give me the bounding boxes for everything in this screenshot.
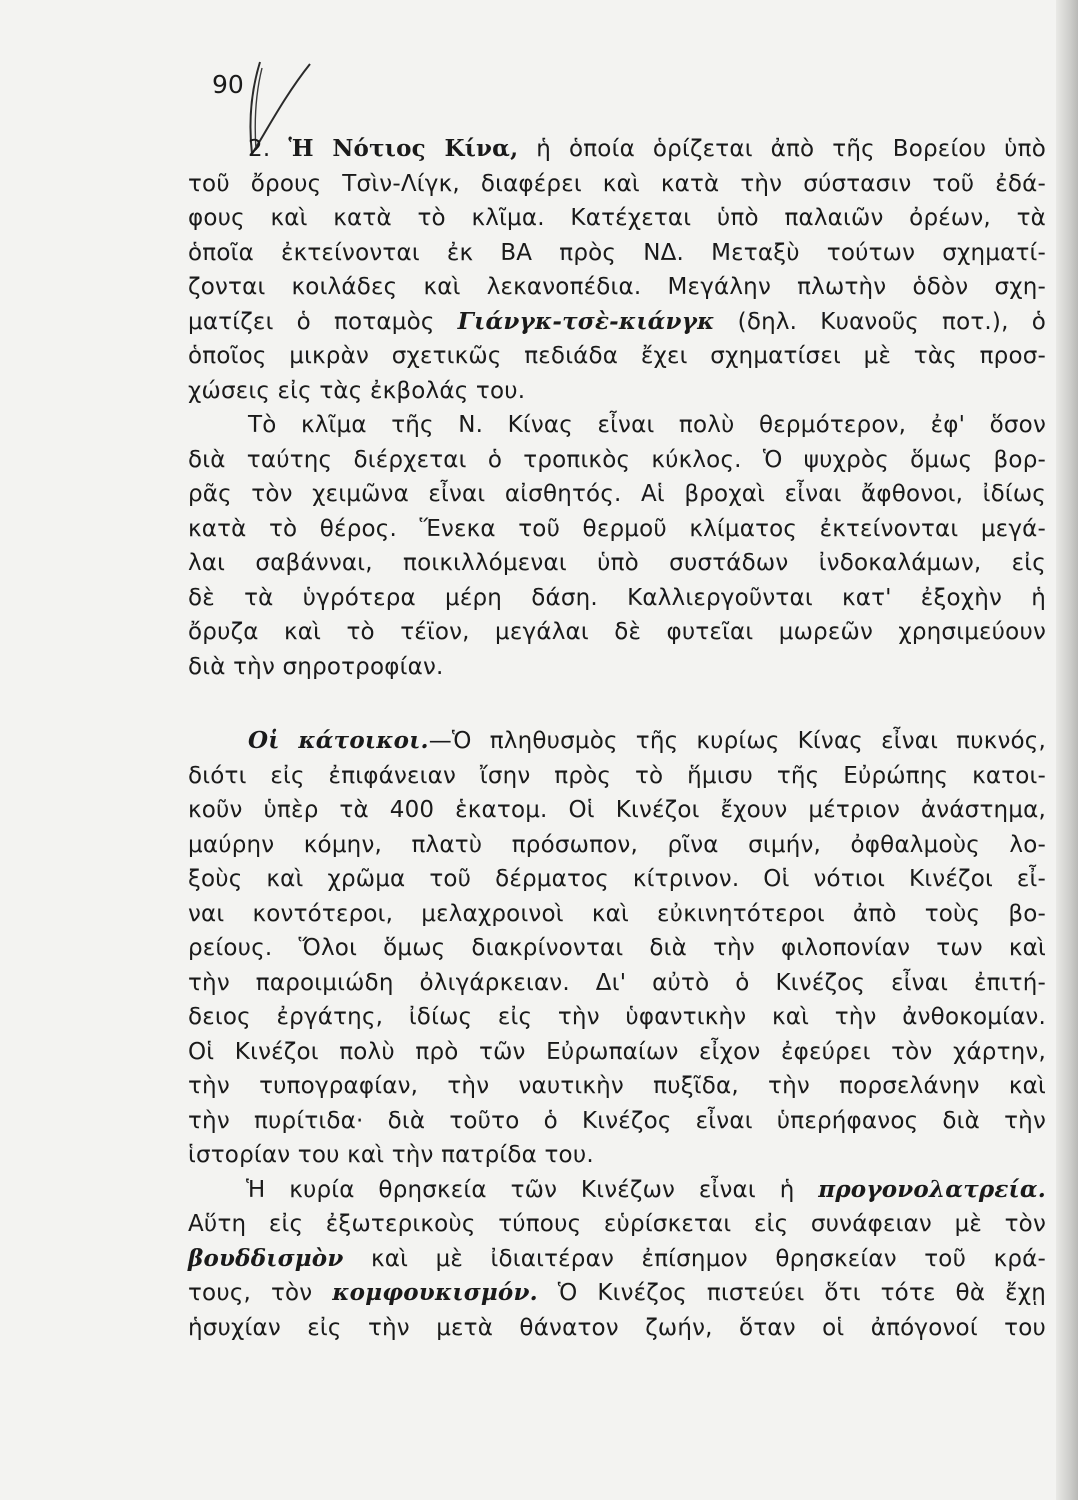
text-line xyxy=(188,897,1046,932)
text-line xyxy=(188,724,1046,759)
text-run: κατὰ τὸ θέρος. Ἕνεκα τοῦ θερμοῦ κλίματος ἐκτείνονται μεγά- xyxy=(188,515,1046,542)
text-run: 2. xyxy=(248,136,289,162)
text-line xyxy=(188,374,1046,409)
emphasized-text: Ἡ Νότιος Κίνα, xyxy=(288,135,519,162)
text-run: ὁποῖα ἐκτείνονται ἐκ ΒΑ πρὸς ΝΔ. Μεταξὺ τούτων σχηματί- xyxy=(188,239,1046,266)
page-number: 90 xyxy=(212,70,244,99)
text-line xyxy=(188,1138,1046,1173)
text-line xyxy=(188,1173,1046,1208)
text-line xyxy=(188,167,1046,202)
text-line xyxy=(188,443,1046,478)
text-line xyxy=(188,1276,1046,1311)
text-line xyxy=(188,828,1046,863)
text-line xyxy=(188,862,1046,897)
document-body xyxy=(188,132,1046,1345)
text-run: ἱστορίαν του καὶ τὴν πατρίδα του. xyxy=(188,1142,594,1168)
text-run: ἡσυχίαν εἰς τὴν μετὰ θάνατον ζωήν, ὅταν οἱ ἀπόγονοί του xyxy=(188,1314,1046,1341)
text-run: φους καὶ κατὰ τὸ κλῖμα. Κατέχεται ὑπὸ παλαιῶν ὀρέων, τὰ xyxy=(188,205,1046,231)
text-line xyxy=(188,201,1046,236)
text-run: διὰ ταύτης διέρχεται ὁ τροπικὸς κύκλος. Ὁ ψυχρὸς ὅμως βορ- xyxy=(188,446,1046,473)
emphasized-text: Οἱ κάτοικοι. xyxy=(248,727,429,754)
emphasized-text: προγονολατρεία. xyxy=(818,1175,1046,1203)
text-line xyxy=(188,759,1046,794)
text-line xyxy=(188,1000,1046,1035)
text-line xyxy=(188,512,1046,547)
text-run: Ἡ κυρία θρησκεία τῶν Κινέζων εἶναι ἡ xyxy=(246,1176,819,1203)
text-line xyxy=(188,305,1046,340)
text-line xyxy=(188,546,1046,581)
text-line xyxy=(188,1104,1046,1139)
text-run: μαύρην κόμην, πλατὺ πρόσωπον, ρῖνα σιμήν, ὀφθαλμοὺς λο- xyxy=(188,831,1046,858)
text-run: ξοὺς καὶ χρῶμα τοῦ δέρματος κίτρινον. Οἱ νότιοι Κινέζοι εἶ- xyxy=(188,866,1046,892)
text-line xyxy=(188,966,1046,1001)
text-line xyxy=(188,339,1046,374)
text-run: καὶ μὲ ἰδιαιτέραν ἐπίσημον θρησκείαν τοῦ κρά- xyxy=(343,1245,1046,1272)
emphasized-text: βουδδισμὸν xyxy=(188,1244,344,1272)
text-run: ματίζει ὁ ποταμὸς xyxy=(188,308,458,335)
text-line xyxy=(188,615,1046,650)
text-run: —Ὁ πληθυσμὸς τῆς κυρίως Κίνας εἶναι πυκνός, xyxy=(428,728,1046,754)
text-line xyxy=(188,1311,1046,1346)
text-line xyxy=(188,793,1046,828)
emphasized-text: Γιάνγκ-τσὲ-κιάνγκ xyxy=(457,307,715,335)
text-run: δὲ τὰ ὑγρότερα μέρη δάση. Καλλιεργοῦνται κατ' ἐξοχὴν ἡ xyxy=(188,584,1046,611)
text-line xyxy=(188,270,1046,305)
text-run: τὴν παροιμιώδη ὀλιγάρκειαν. Δι' αὐτὸ ὁ Κινέζος εἶναι ἐπιτή- xyxy=(188,969,1046,996)
text-run: διὰ τὴν σηροτροφίαν. xyxy=(188,653,444,680)
text-line xyxy=(188,477,1046,512)
text-run: τὴν πυρίτιδα· διὰ τοῦτο ὁ Κινέζος εἶναι ὑπερήφανος διὰ τὴν xyxy=(188,1107,1046,1134)
text-line xyxy=(188,1069,1046,1104)
text-run: χώσεις εἰς τὰς ἐκβολάς του. xyxy=(188,377,526,404)
text-run: ναι κοντότεροι, μελαχροινοὶ καὶ εὐκινητότεροι ἀπὸ τοὺς βο- xyxy=(188,900,1046,927)
text-run: τὴν τυπογραφίαν, τὴν ναυτικὴν πυξῖδα, τὴν πορσελάνην καὶ xyxy=(188,1073,1046,1099)
text-run: Τὸ κλῖμα τῆς Ν. Κίνας εἶναι πολὺ θερμότερον, ἐφ' ὅσον xyxy=(248,412,1046,438)
text-run: λαι σαβάνναι, ποικιλλόμεναι ὑπὸ συστάδων ἰνδοκαλάμων, εἰς xyxy=(188,550,1046,576)
text-run: τοῦ ὄρους Τσὶν-Λίγκ, διαφέρει καὶ κατὰ τὴν σύστασιν τοῦ ἐδά- xyxy=(188,170,1046,197)
text-run: ρείους. Ὅλοι ὅμως διακρίνονται διὰ τὴν φιλοπονίαν των καὶ xyxy=(188,935,1046,961)
paragraph-gap xyxy=(188,684,1046,724)
text-run: (δηλ. Κυανοῦς ποτ.), ὁ xyxy=(714,308,1046,335)
text-run: διότι εἰς ἐπιφάνειαν ἴσην πρὸς τὸ ἥμισυ τῆς Εὐρώπης κατοι- xyxy=(188,762,1046,789)
text-line xyxy=(188,236,1046,271)
text-run: δειος ἐργάτης, ἰδίως εἰς τὴν ὑφαντικὴν καὶ τὴν ἀνθοκομίαν. xyxy=(188,1004,1046,1030)
text-line xyxy=(188,1035,1046,1070)
text-run: Ὁ Κινέζος πιστεύει ὅτι τότε θὰ ἔχῃ xyxy=(537,1280,1046,1306)
text-line xyxy=(188,650,1046,685)
text-run: Οἱ Κινέζοι πολὺ πρὸ τῶν Εὐρωπαίων εἶχον ἐφεύρει τὸν χάρτην, xyxy=(188,1038,1046,1065)
text-run: ὁποῖος μικρὰν σχετικῶς πεδιάδα ἔχει σχηματίσει μὲ τὰς προσ- xyxy=(188,343,1046,369)
text-run: ὄρυζα καὶ τὸ τέϊον, μεγάλαι δὲ φυτεῖαι μωρεῶν χρησιμεύουν xyxy=(188,619,1046,645)
text-run: ζονται κοιλάδες καὶ λεκανοπέδια. Μεγάλην πλωτὴν ὁδὸν σχη- xyxy=(188,274,1046,300)
text-line xyxy=(188,408,1046,443)
text-run: ἡ ὁποία ὁρίζεται ἀπὸ τῆς Βορείου ὑπὸ xyxy=(518,136,1046,162)
text-line xyxy=(188,581,1046,616)
text-run: τους, τὸν xyxy=(188,1280,333,1306)
text-line xyxy=(188,132,1046,167)
text-line xyxy=(188,931,1046,966)
text-run: κοῦν ὑπὲρ τὰ 400 ἑκατομ. Οἱ Κινέζοι ἔχουν μέτριον ἀνάστημα, xyxy=(188,797,1046,823)
page-binding-edge xyxy=(1056,0,1078,1500)
text-run: Αὕτη εἰς ἐξωτερικοὺς τύπους εὑρίσκεται εἰς συνάφειαν μὲ τὸν xyxy=(188,1211,1046,1237)
text-line xyxy=(188,1207,1046,1242)
text-line xyxy=(188,1242,1046,1277)
emphasized-text: κομφουκισμόν. xyxy=(332,1279,538,1306)
text-run: ρᾶς τὸν χειμῶνα εἶναι αἰσθητός. Αἱ βροχαὶ εἶναι ἄφθονοι, ἰδίως xyxy=(188,481,1046,507)
